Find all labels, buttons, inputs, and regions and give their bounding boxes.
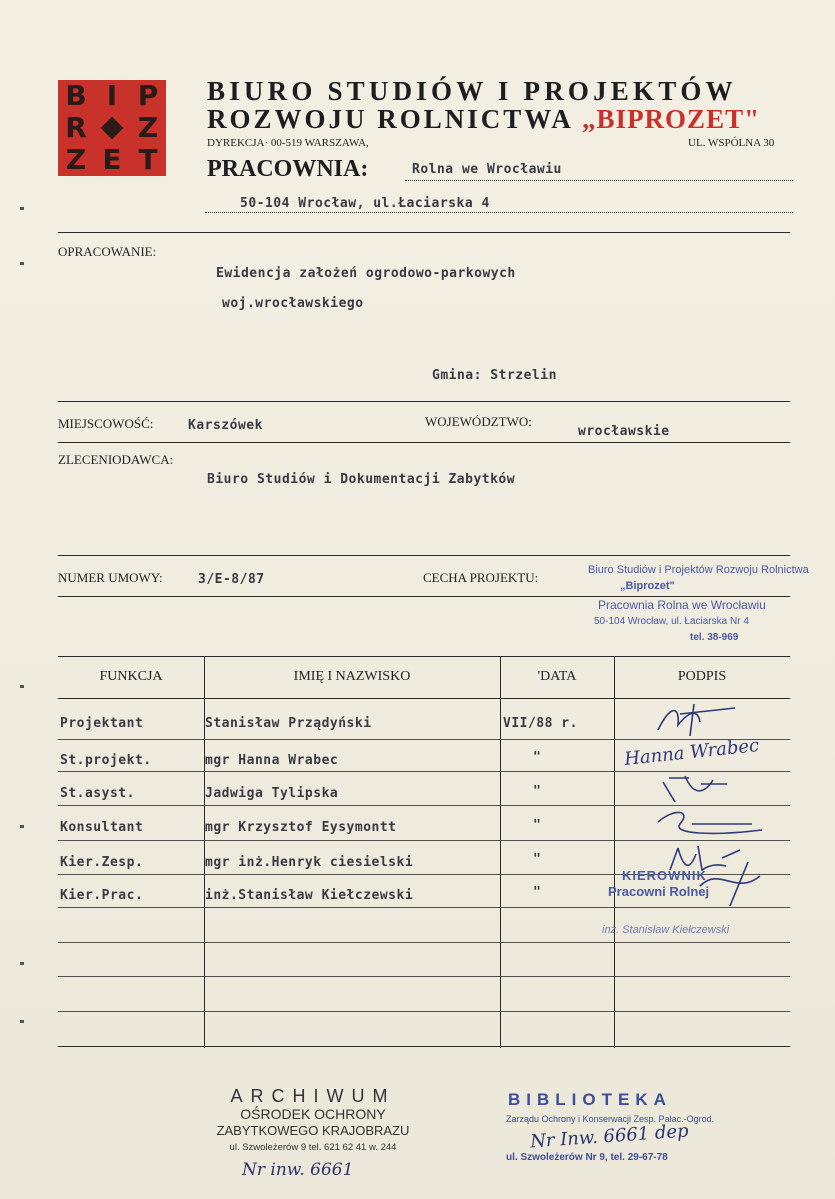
table-top-border	[58, 656, 790, 657]
section-divider	[58, 442, 790, 443]
table-cell-funkcja: St.asyst.	[60, 786, 135, 801]
margin-mark	[20, 825, 24, 828]
table-cell-funkcja: Projektant	[60, 716, 144, 731]
table-column-divider	[500, 656, 501, 1048]
table-column-divider	[204, 656, 205, 1048]
wojewodztwo-value: wrocławskie	[578, 424, 670, 439]
row-separator	[58, 976, 790, 977]
signature-konsultant	[652, 806, 772, 840]
table-cell-data: "	[533, 818, 542, 833]
brand-name: „BIPROZET"	[582, 104, 761, 134]
project-stamp-line1: Biuro Studiów i Projektów Rozwoju Rolnictwa	[588, 564, 809, 576]
signature-kier-prac	[690, 856, 770, 912]
row-separator	[58, 942, 790, 943]
biblioteka-address: ul. Szwoleżerów Nr 9, tel. 29-67-78	[506, 1152, 668, 1163]
numer-umowy-value: 3/E-8/87	[198, 572, 265, 587]
signature-projektant	[650, 700, 740, 740]
archiwum-inventory-number: Nr inw. 6661	[242, 1160, 354, 1180]
table-cell-imie: mgr Krzysztof Eysymontt	[205, 820, 397, 835]
project-stamp-line5: tel. 38-969	[690, 632, 739, 643]
pracownia-value: Rolna we Wrocławiu	[412, 162, 562, 177]
opracowanie-line2: woj.wrocławskiego	[222, 296, 364, 311]
section-divider	[58, 232, 790, 233]
header-data: 'DATA	[537, 669, 577, 684]
gmina-value: Gmina: Strzelin	[432, 368, 557, 383]
row-separator	[58, 1011, 790, 1012]
section-divider	[58, 401, 790, 402]
biblioteka-line2: Zarządu Ochrony i Konserwacji Zesp. Pałac.-Ogrod.	[506, 1114, 715, 1124]
table-cell-data: VII/88 r.	[503, 716, 578, 731]
header-podpis: PODPIS	[677, 669, 727, 684]
table-cell-imie: mgr inż.Henryk ciesielski	[205, 855, 414, 870]
institution-title: BIURO STUDIÓW I PROJEKTÓW	[207, 76, 737, 106]
section-divider	[58, 555, 790, 556]
signature-hanna-wrabec: Hanna Wrabec	[623, 734, 761, 771]
signature-st-asyst	[655, 772, 735, 808]
archiwum-line3: ZABYTKOWEGO KRAJOBRAZU	[216, 1123, 410, 1138]
institution-subtitle-prefix: ROZWOJU ROLNICTWA	[207, 104, 573, 134]
table-cell-data: "	[533, 750, 542, 765]
address-value: 50-104 Wrocław, ul.Łaciarska 4	[240, 196, 490, 211]
table-cell-data: "	[533, 784, 542, 799]
row-separator	[58, 907, 790, 908]
numer-umowy-label: NUMER UMOWY:	[58, 570, 163, 585]
margin-mark	[20, 685, 24, 688]
table-cell-funkcja: Kier.Zesp.	[60, 855, 144, 870]
kierownik-name-stamp: inż. Stanisław Kiełczewski	[602, 924, 730, 936]
table-header-border	[58, 698, 790, 699]
miejscowosc-value: Karszówek	[188, 418, 263, 433]
table-cell-imie: mgr Hanna Wrabec	[205, 753, 339, 768]
street-address: UL. WSPÓLNA 30	[688, 137, 775, 149]
table-cell-imie: inż.Stanisław Kiełczewski	[205, 888, 414, 903]
section-divider	[58, 596, 790, 597]
table-cell-imie: Jadwiga Tylipska	[205, 786, 339, 801]
table-cell-funkcja: Kier.Prac.	[60, 888, 144, 903]
pracownia-underline	[405, 180, 793, 181]
miejscowosc-label: MIEJSCOWOŚĆ:	[58, 416, 154, 431]
pracownia-label: PRACOWNIA:	[207, 156, 369, 182]
opracowanie-line1: Ewidencja założeń ogrodowo-parkowych	[216, 266, 516, 281]
header-imie-nazwisko: IMIĘ I NAZWISKO	[293, 669, 411, 684]
kierownik-stamp-title: KIEROWNIK	[622, 868, 707, 883]
archiwum-title: ARCHIWUM	[230, 1086, 396, 1106]
zleceniodawca-value: Biuro Studiów i Dokumentacji Zabytków	[207, 472, 516, 487]
biblioteka-title: BIBLIOTEKA	[508, 1090, 672, 1109]
archiwum-line2: OŚRODEK OCHRONY	[240, 1106, 386, 1122]
kierownik-stamp-subtitle: Pracowni Rolnej	[608, 884, 710, 899]
table-column-divider	[614, 656, 615, 1048]
table-cell-data: "	[533, 885, 542, 900]
margin-mark	[20, 207, 24, 210]
direction-address: DYREKCJA· 00-519 WARSZAWA,	[207, 137, 369, 149]
margin-mark	[20, 962, 24, 965]
table-cell-imie: Stanisław Prządyński	[205, 716, 372, 731]
table-cell-funkcja: Konsultant	[60, 820, 144, 835]
project-stamp-line4: 50-104 Wrocław, ul. Łaciarska Nr 4	[594, 616, 749, 627]
address-underline	[205, 212, 793, 213]
margin-mark	[20, 262, 24, 265]
table-cell-data: "	[533, 852, 542, 867]
institution-subtitle	[207, 104, 760, 135]
wojewodztwo-label: WOJEWÓDZTWO:	[425, 414, 532, 429]
project-stamp-line3: Pracownia Rolna we Wrocławiu	[598, 598, 766, 612]
project-stamp	[520, 560, 820, 652]
archiwum-address: ul. Szwoleżerów 9 tel. 621 62 41 w. 244	[229, 1142, 397, 1153]
project-stamp-line2: „Biprozet"	[620, 580, 675, 592]
cecha-projektu-label: CECHA PROJEKTU:	[423, 570, 539, 585]
opracowanie-label: OPRACOWANIE:	[58, 244, 157, 259]
margin-mark	[20, 1020, 24, 1023]
biblioteka-inventory-number: Nr Inw. 6661 dep	[529, 1120, 690, 1153]
table-bottom-border	[58, 1046, 790, 1047]
header-funkcja: FUNKCJA	[99, 669, 163, 684]
zleceniodawca-label: ZLECENIODAWCA:	[58, 452, 174, 467]
table-cell-funkcja: St.projekt.	[60, 753, 152, 768]
biprozet-logo: B I P R Z Z E T	[58, 80, 166, 176]
